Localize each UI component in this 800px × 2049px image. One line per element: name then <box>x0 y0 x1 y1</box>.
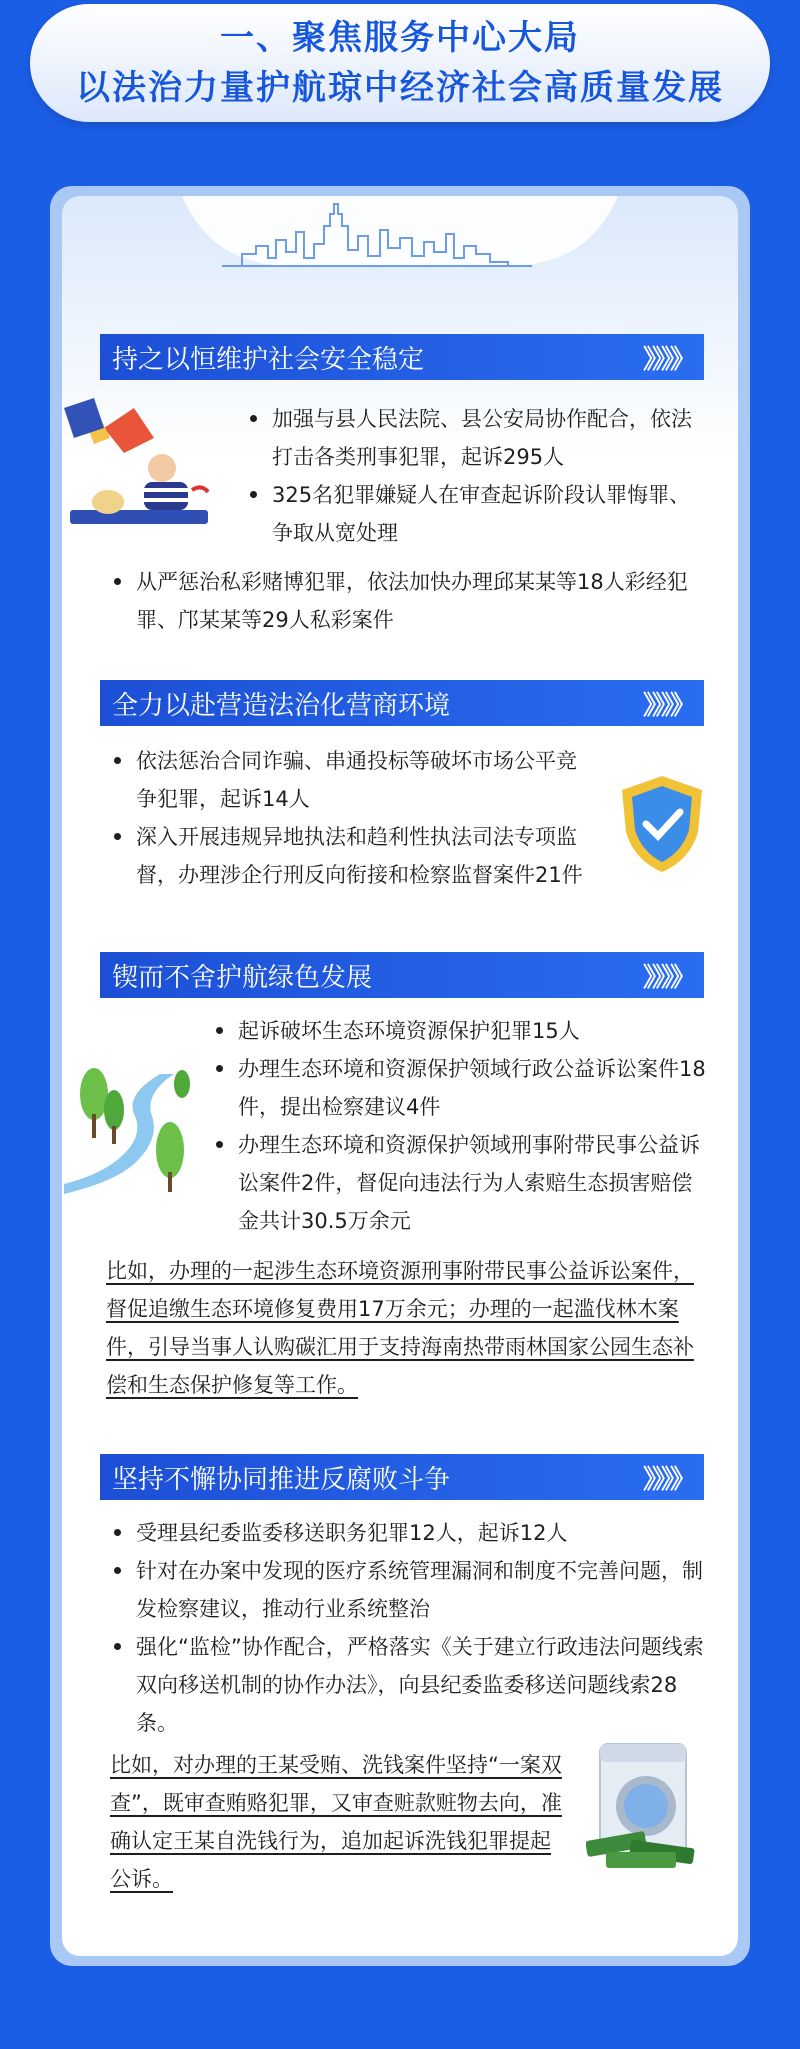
chevrons-icon: 》》》》 <box>642 344 692 375</box>
list-item: 起诉破坏生态环境资源保护犯罪15人 <box>212 1012 712 1050</box>
city-skyline-icon <box>62 196 738 306</box>
bullet-list <box>246 400 706 552</box>
list-item: 325名犯罪嫌疑人在审查起诉阶段认罪悔罪、争取从宽处理 <box>246 476 706 552</box>
section-bar-business <box>100 680 704 726</box>
page-title-line1: 一、聚焦服务中心大局 <box>220 18 580 58</box>
arrest-illustration-icon <box>64 398 214 540</box>
chevrons-icon: 》》》》 <box>642 1464 692 1495</box>
washing-machine-money-icon <box>586 1740 696 1874</box>
bullet-list <box>110 1514 710 1742</box>
section-title: 坚持不懈协同推进反腐败斗争 <box>112 1464 451 1495</box>
list-item: 强化“监检”协作配合，严格落实《关于建立行政违法问题线索双向移送机制的协作办法》，向县纪委监委移送问题线索28条。 <box>110 1628 710 1742</box>
example-paragraph: 比如，对办理的王某受贿、洗钱案件坚持“一案双查”，既审查贿赂犯罪，又审查赃款赃物去向，准确认定王某自洗钱行为，追加起诉洗钱犯罪提起公诉。 <box>110 1753 562 1891</box>
list-item: 针对在办案中发现的医疗系统管理漏洞和制度不完善问题，制发检察建议，推动行业系统整治 <box>110 1552 710 1628</box>
list-item: 办理生态环境和资源保护领域行政公益诉讼案件18件，提出检察建议4件 <box>212 1050 712 1126</box>
example-paragraph: 比如，办理的一起涉生态环境资源刑事附带民事公益诉讼案件，督促追缴生态环境修复费用17万余元；办理的一起滥伐林木案件，引导当事人认购碳汇用于支持海南热带雨林国家公园生态补偿和生态保护修复等工作。 <box>106 1259 694 1397</box>
bullet-list <box>110 742 590 894</box>
list-item: 从严惩治私彩赌博犯罪，依法加快办理邱某某等18人彩经犯罪、邝某某等29人私彩案件 <box>110 563 710 639</box>
section-title: 锲而不舍护航绿色发展 <box>112 962 373 993</box>
bullet-list <box>110 563 710 639</box>
list-item: 受理县纪委监委移送职务犯罪12人，起诉12人 <box>110 1514 710 1552</box>
list-item: 加强与县人民法院、县公安局协作配合，依法打击各类刑事犯罪，起诉295人 <box>246 400 706 476</box>
section-bar-safety <box>100 334 704 380</box>
section-bar-anticorruption <box>100 1454 704 1500</box>
chevrons-icon: 》》》》 <box>642 962 692 993</box>
list-item: 深入开展违规异地执法和趋利性执法司法专项监督，办理涉企行刑反向衔接和检察监督案件21件 <box>110 818 590 894</box>
page-title-line2: 以法治力量护航琼中经济社会高质量发展 <box>76 68 724 108</box>
section-title: 全力以赴营造法治化营商环境 <box>112 690 451 721</box>
section-bar-green <box>100 952 704 998</box>
page-header <box>30 4 770 122</box>
section-title: 持之以恒维护社会安全稳定 <box>112 344 425 375</box>
list-item: 依法惩治合同诈骗、串通投标等破坏市场公平竞争犯罪，起诉14人 <box>110 742 590 818</box>
shield-check-icon <box>618 772 706 876</box>
list-item: 办理生态环境和资源保护领域刑事附带民事公益诉讼案件2件，督促向违法行为人索赔生态损害赔偿金共计30.5万余元 <box>212 1126 712 1240</box>
trees-river-icon <box>64 1054 204 1194</box>
bullet-list <box>212 1012 712 1240</box>
chevrons-icon: 》》》》 <box>642 690 692 721</box>
